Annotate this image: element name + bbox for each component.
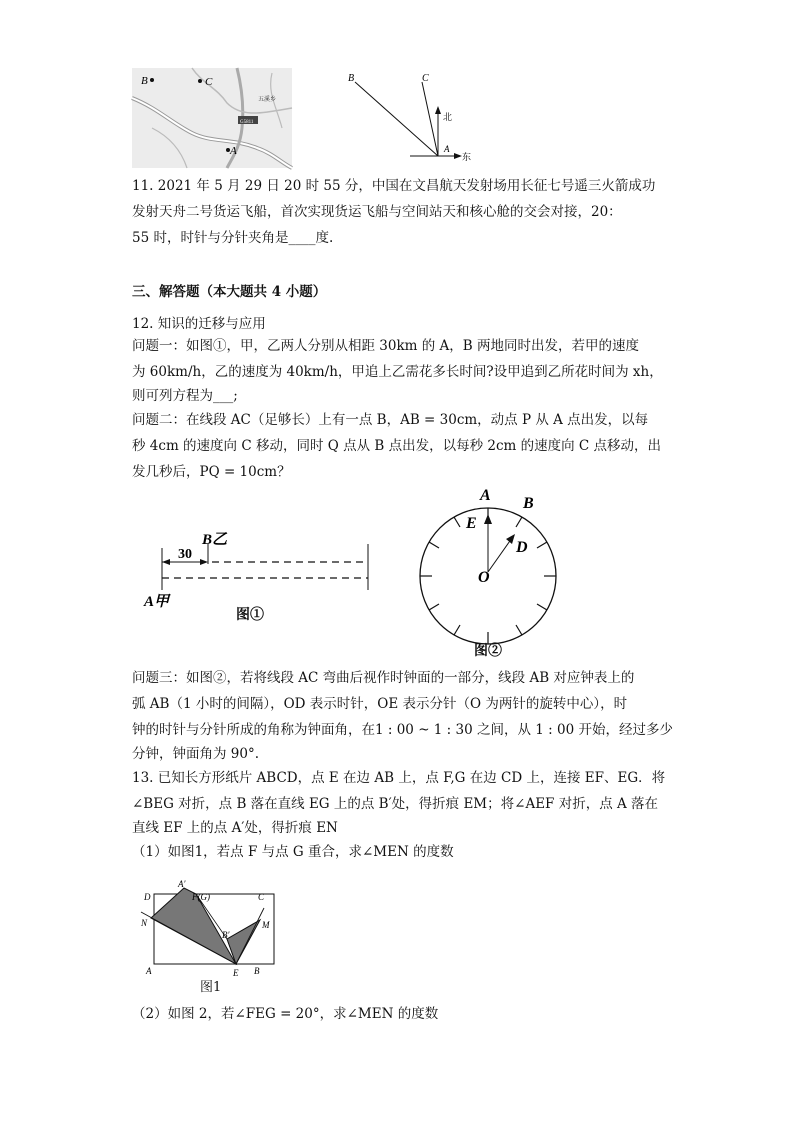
fig1-point-b-label: B乙 bbox=[202, 532, 228, 548]
q13-line2: ∠BEG 对折，点 B 落在直线 EG 上的点 B′处，得折痕 EM；将∠AEF 对折，点 A 落在 bbox=[132, 796, 659, 812]
q13-line3: 直线 EF 上的点 A′处，得折痕 EN bbox=[132, 820, 338, 836]
q12-title: 12. 知识的迁移与应用 bbox=[132, 316, 266, 332]
fig3-label-b: B bbox=[254, 966, 260, 976]
map-label-b: B bbox=[141, 75, 148, 87]
fig2-label-e: E bbox=[466, 515, 477, 532]
q12-p3-line3: 钟的时针与分针所成的角称为钟面角，在1 : 00 ~ 1 : 30 之间，从 1 : 00 开始，经过多少 bbox=[132, 722, 673, 738]
q12-p2-line1: 问题二：在线段 AC（足够长）上有一点 B，AB = 30cm，动点 P 从 A 点出发，以每 bbox=[132, 412, 649, 428]
q13-part1: （1）如图1，若点 F 与点 G 重合，求∠MEN 的度数 bbox=[132, 844, 454, 860]
fig3-label-c: C bbox=[258, 892, 265, 902]
fig2-label-b: B bbox=[523, 495, 534, 512]
map-town-label: 五溪乡 bbox=[258, 97, 277, 103]
fig3-label-a: A bbox=[146, 966, 152, 976]
direction-label-b: B bbox=[348, 73, 355, 84]
section3-title: 三、解答题（本大题共 4 小题） bbox=[132, 284, 327, 300]
figure-2-clock bbox=[408, 484, 568, 654]
fig1-distance-label: 30 bbox=[178, 547, 192, 562]
fig3-label-a-prime: A′ bbox=[178, 879, 186, 889]
figure-3-folded-rectangle bbox=[136, 878, 296, 988]
fig2-label-d: D bbox=[516, 539, 528, 556]
map-figure bbox=[132, 68, 292, 168]
fig3-label-n: N bbox=[141, 918, 148, 928]
direction-label-north: 北 bbox=[443, 112, 453, 122]
q13-line1: 13. 已知长方形纸片 ABCD，点 E 在边 AB 上，点 F,G 在边 CD 上，连接 EF、EG．将 bbox=[132, 770, 666, 786]
q12-p3-line4: 分钟，钟面角为 90°. bbox=[132, 746, 260, 762]
q12-p1-line1: 问题一：如图①，甲，乙两人分别从相距 30km 的 A，B 两地同时出发，若甲的速度 bbox=[132, 338, 639, 354]
q12-p2-line3: 发几秒后，PQ = 10cm？ bbox=[132, 464, 291, 480]
fig3-label-b-prime: B′ bbox=[222, 930, 230, 940]
fig2-caption: 图② bbox=[474, 643, 502, 659]
map-label-a: A bbox=[230, 145, 237, 157]
fig2-label-o: O bbox=[478, 569, 490, 586]
fig3-label-e: E bbox=[233, 968, 239, 978]
fig1-caption: 图① bbox=[236, 607, 264, 623]
map-label-c: C bbox=[205, 76, 213, 88]
q12-p2-line2: 秒 4cm 的速度向 C 移动，同时 Q 点从 B 点出发，以每秒 2cm 的速度向 C 点移动，出 bbox=[132, 438, 662, 454]
q13-part2: （2）如图 2，若∠FEG = 20°，求∠MEN 的度数 bbox=[132, 1006, 439, 1022]
q12-p3-line1: 问题三：如图②，若将线段 AC 弯曲后视作时钟面的一部分，线段 AB 对应钟表上的 bbox=[132, 670, 635, 686]
fig2-label-a: A bbox=[480, 487, 491, 504]
fig3-caption: 图1 bbox=[200, 980, 222, 995]
direction-label-a: A bbox=[444, 144, 450, 154]
fig3-label-fg: F(G) bbox=[192, 892, 210, 902]
direction-label-c: C bbox=[422, 73, 429, 84]
q12-p1-line3: 则可列方程为___; bbox=[132, 388, 238, 404]
q11-line2: 发射天舟二号货运飞船，首次实现货运飞船与空间站天和核心舱的交会对接，20： bbox=[132, 204, 622, 220]
direction-figure bbox=[340, 70, 480, 165]
direction-label-east: 东 bbox=[462, 152, 472, 162]
fig3-label-d: D bbox=[144, 892, 151, 902]
fig1-point-a-label: A甲 bbox=[144, 594, 170, 610]
q12-p1-line2: 为 60km/h，乙的速度为 40km/h，甲追上乙需花多长时间?设甲追到乙所花时间为 xh， bbox=[132, 364, 663, 380]
map-road-label: G5811 bbox=[240, 120, 254, 125]
q11-line1: 11. 2021 年 5 月 29 日 20 时 55 分，中国在文昌航天发射场用长征七号遥三火箭成功 bbox=[132, 178, 656, 194]
q11-line3: 55 时，时针与分针夹角是____度. bbox=[132, 230, 334, 246]
map-point-c bbox=[198, 79, 202, 83]
q12-p3-line2: 弧 AB（1 小时的间隔），OD 表示时针，OE 表示分针（O 为两针的旋转中心），时 bbox=[132, 696, 628, 712]
fig3-label-m: M bbox=[262, 920, 270, 930]
map-point-b bbox=[150, 78, 154, 82]
